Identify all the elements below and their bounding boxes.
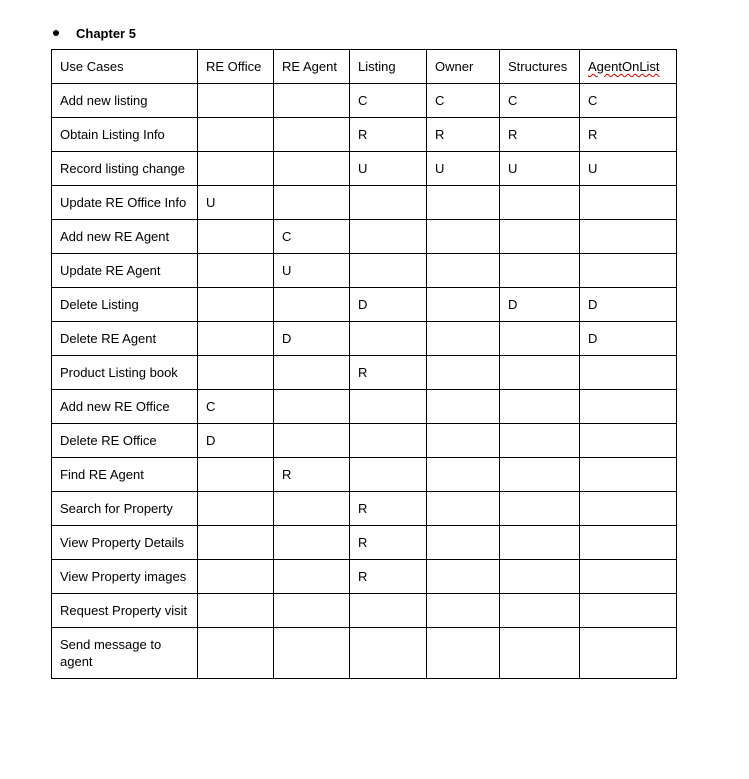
table-cell [500, 390, 580, 424]
table-cell [500, 322, 580, 356]
use-case-cell: Search for Property [52, 492, 198, 526]
table-row [52, 152, 677, 186]
table-cell [350, 254, 427, 288]
table-row [52, 594, 677, 628]
table-cell [274, 390, 350, 424]
table-cell: R [350, 560, 427, 594]
table-cell [427, 186, 500, 220]
table-cell [274, 186, 350, 220]
table-cell [580, 492, 677, 526]
table-cell [274, 492, 350, 526]
table-cell [500, 186, 580, 220]
table-cell: C [274, 220, 350, 254]
spellcheck-flagged-word: AgentOnList [588, 59, 660, 74]
table-cell [500, 458, 580, 492]
table-cell [580, 390, 677, 424]
table-cell [274, 84, 350, 118]
table-cell [580, 458, 677, 492]
table-cell [350, 390, 427, 424]
table-cell [427, 560, 500, 594]
table-row [52, 254, 677, 288]
use-case-cell: Add new listing [52, 84, 198, 118]
use-case-cell: Add new RE Office [52, 390, 198, 424]
table-cell [274, 288, 350, 322]
table-cell [500, 220, 580, 254]
table-cell [198, 492, 274, 526]
table-cell: D [274, 322, 350, 356]
use-case-cell: Obtain Listing Info [52, 118, 198, 152]
table-cell [274, 628, 350, 679]
table-cell [427, 220, 500, 254]
use-case-cell: Request Property visit [52, 594, 198, 628]
table-cell: U [198, 186, 274, 220]
table-cell [580, 560, 677, 594]
table-cell [198, 84, 274, 118]
table-cell [350, 458, 427, 492]
use-case-cell: View Property Details [52, 526, 198, 560]
table-cell [580, 220, 677, 254]
table-cell [350, 628, 427, 679]
table-cell: R [350, 356, 427, 390]
table-cell [274, 526, 350, 560]
use-case-cell: Delete RE Agent [52, 322, 198, 356]
table-cell: U [580, 152, 677, 186]
table-cell: U [427, 152, 500, 186]
bullet-icon [53, 30, 59, 36]
table-cell [500, 594, 580, 628]
table-cell [274, 424, 350, 458]
use-case-cell: Delete RE Office [52, 424, 198, 458]
table-cell [198, 288, 274, 322]
table-row [52, 458, 677, 492]
table-cell [350, 322, 427, 356]
table-cell [500, 356, 580, 390]
use-case-cell: Find RE Agent [52, 458, 198, 492]
table-cell [274, 118, 350, 152]
table-cell: R [580, 118, 677, 152]
use-case-cell: Product Listing book [52, 356, 198, 390]
table-cell [198, 322, 274, 356]
table-header-row [52, 50, 677, 84]
table-cell [580, 594, 677, 628]
table-row [52, 560, 677, 594]
table-cell [198, 254, 274, 288]
table-cell [427, 526, 500, 560]
use-case-cell: Update RE Agent [52, 254, 198, 288]
table-cell [500, 424, 580, 458]
table-cell: C [580, 84, 677, 118]
table-cell: U [274, 254, 350, 288]
table-row [52, 288, 677, 322]
table-cell [198, 526, 274, 560]
table-cell [500, 254, 580, 288]
table-cell [427, 322, 500, 356]
table-cell [198, 560, 274, 594]
table-row [52, 628, 677, 679]
table-cell [580, 186, 677, 220]
table-cell: R [350, 492, 427, 526]
table-cell [427, 288, 500, 322]
table-row [52, 492, 677, 526]
table-cell: R [350, 526, 427, 560]
header-cell-owner: Owner [427, 50, 500, 84]
table-cell [198, 594, 274, 628]
table-cell [580, 526, 677, 560]
crud-matrix-table [51, 49, 677, 679]
use-case-cell: Add new RE Agent [52, 220, 198, 254]
table-row [52, 118, 677, 152]
table-cell [274, 594, 350, 628]
table-cell [500, 492, 580, 526]
table-cell: U [350, 152, 427, 186]
table-cell [198, 628, 274, 679]
table-cell: C [427, 84, 500, 118]
table-cell [350, 186, 427, 220]
table-cell [274, 356, 350, 390]
chapter-title: Chapter 5 [76, 25, 136, 41]
table-cell [580, 356, 677, 390]
table-cell [274, 560, 350, 594]
table-cell: C [350, 84, 427, 118]
table-cell [198, 220, 274, 254]
table-cell [580, 628, 677, 679]
table-row [52, 322, 677, 356]
table-cell: D [500, 288, 580, 322]
table-cell [427, 356, 500, 390]
table-cell [580, 254, 677, 288]
table-cell: C [500, 84, 580, 118]
table-cell [427, 492, 500, 526]
header-cell-agent-on-list [580, 50, 677, 84]
table-cell [198, 356, 274, 390]
use-case-cell: Record listing change [52, 152, 198, 186]
table-cell: C [198, 390, 274, 424]
header-cell-use-cases: Use Cases [52, 50, 198, 84]
table-cell [427, 424, 500, 458]
table-cell: D [580, 288, 677, 322]
table-cell [500, 526, 580, 560]
table-row [52, 356, 677, 390]
table-cell: R [427, 118, 500, 152]
table-cell [427, 628, 500, 679]
header-cell-re-office: RE Office [198, 50, 274, 84]
table-cell: D [580, 322, 677, 356]
use-case-cell: View Property images [52, 560, 198, 594]
chapter-heading [53, 24, 136, 42]
table-cell: U [500, 152, 580, 186]
header-cell-listing: Listing [350, 50, 427, 84]
table-cell [580, 424, 677, 458]
header-cell-structures: Structures [500, 50, 580, 84]
table-cell [198, 118, 274, 152]
table-cell [427, 458, 500, 492]
table-row [52, 390, 677, 424]
table-row [52, 526, 677, 560]
table-cell [500, 628, 580, 679]
table-cell [427, 594, 500, 628]
table-cell [427, 254, 500, 288]
table-cell [500, 560, 580, 594]
table-row [52, 84, 677, 118]
table-cell: R [350, 118, 427, 152]
table-row [52, 186, 677, 220]
table-cell: D [198, 424, 274, 458]
use-case-cell: Delete Listing [52, 288, 198, 322]
table-cell [198, 458, 274, 492]
header-cell-re-agent: RE Agent [274, 50, 350, 84]
table-cell [350, 424, 427, 458]
table-cell [350, 220, 427, 254]
table-cell [350, 594, 427, 628]
table-row [52, 220, 677, 254]
table-cell [427, 390, 500, 424]
use-case-cell: Send message to agent [52, 628, 198, 679]
table-row [52, 424, 677, 458]
table-cell [274, 152, 350, 186]
use-case-cell: Update RE Office Info [52, 186, 198, 220]
table-cell: R [500, 118, 580, 152]
table-cell [198, 152, 274, 186]
table-cell: D [350, 288, 427, 322]
table-cell: R [274, 458, 350, 492]
